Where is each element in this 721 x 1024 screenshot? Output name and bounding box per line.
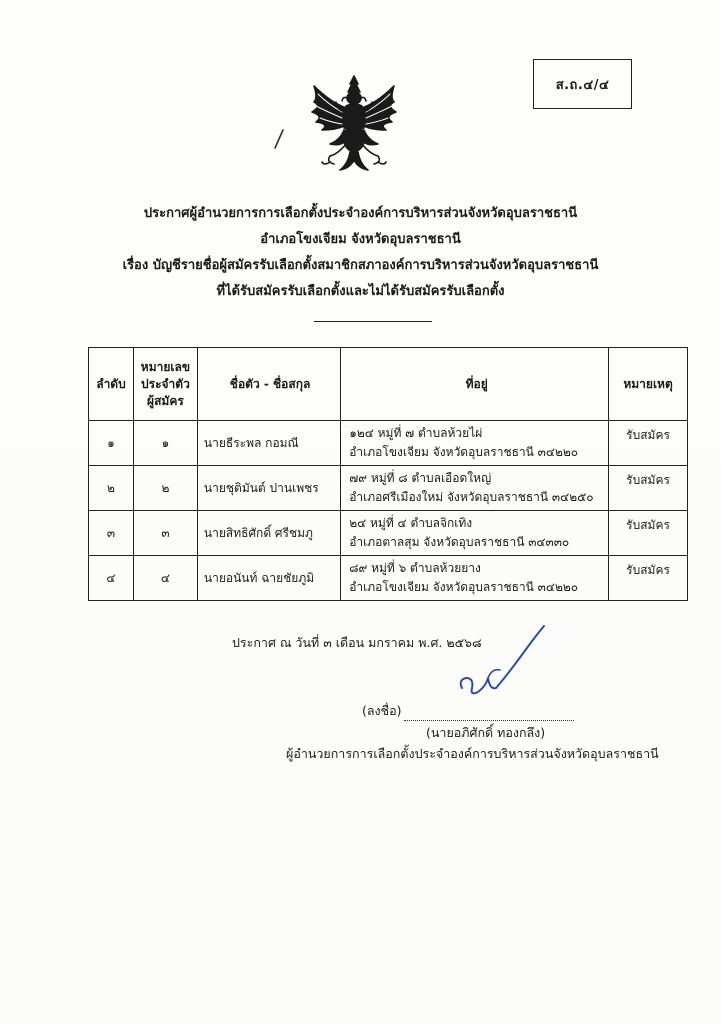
header-candidate-no-line-1: หมายเลข [140,359,191,374]
row-name: นายสิทธิศักดิ์ ศรีชมภู [197,511,340,556]
row-address-line-1: ๑๒๔ หมู่ที่ ๗ ตำบลห้วยไผ่ [349,426,483,440]
row-address [341,511,609,556]
row-address-line-1: ๘๙ หมู่ที่ ๖ ตำบลห้วยยาง [349,561,481,575]
row-no: ๔ [89,556,134,601]
table-row [89,466,688,511]
row-address-line-2: อำเภอโขงเจียม จังหวัดอุบลราชธานี ๓๔๒๒๐ [349,580,579,594]
row-note: รับสมัคร [609,466,688,511]
row-candidate-no: ๓ [133,511,197,556]
row-no: ๒ [89,466,134,511]
table-row [89,556,688,601]
row-candidate-no: ๒ [133,466,197,511]
row-candidate-no: ๑ [133,421,197,466]
signature-dotted-line [404,708,574,721]
row-address-line-1: ๒๔ หมู่ที่ ๔ ตำบลจิกเทิง [349,516,473,530]
row-address [341,421,609,466]
table-header-row [89,348,688,421]
signer-title: ผู้อำนวยการการเลือกตั้งประจำองค์การบริหารส่วนจังหวัดอุบลราชธานี [286,746,659,761]
heading-divider [314,321,432,322]
row-name: นายธีระพล กอมณี [197,421,340,466]
garuda-emblem-icon [300,72,408,180]
header-candidate-no [133,348,197,421]
signature-line [362,701,574,721]
row-note: รับสมัคร [609,511,688,556]
row-address-line-2: อำเภอโขงเจียม จังหวัดอุบลราชธานี ๓๔๒๒๐ [349,445,579,459]
row-address [341,466,609,511]
signature-label: (ลงชื่อ) [362,703,402,718]
pen-mark [272,128,286,150]
row-name: นายอนันท์ ฉายชัยภูมิ [197,556,340,601]
row-name: นายชุติมันต์ ปานเพชร [197,466,340,511]
form-code-box: ส.ถ.๔/๔ [533,59,632,109]
header-no: ลำดับ [89,348,134,421]
row-address-line-2: อำเภอศรีเมืองใหม่ จังหวัดอุบลราชธานี ๓๔๒๕๐ [349,490,594,504]
signer-name: (นายอภิศักดิ์ ทองกลึง) [426,725,546,740]
row-no: ๓ [89,511,134,556]
heading-line-1: ประกาศผู้อำนวยการการเลือกตั้งประจำองค์การบริหารส่วนจังหวัดอุบลราชธานี [143,206,578,221]
announcement-date: ประกาศ ณ วันที่ ๓ เดือน มกราคม พ.ศ. ๒๕๖๘ [232,635,482,650]
table-row [89,511,688,556]
heading-line-3: เรื่อง บัญชีรายชื่อผู้สมัครรับเลือกตั้งสมาชิกสภาองค์การบริหารส่วนจังหวัดอุบลราชธานี [122,258,599,273]
header-candidate-no-line-2: ประจำตัว [141,376,190,391]
row-address-line-1: ๗๙ หมู่ที่ ๘ ตำบลเอือดใหญ่ [349,471,492,485]
header-note: หมายเหตุ [609,348,688,421]
heading-line-2: อำเภอโขงเจียม จังหวัดอุบลราชธานี [260,232,461,247]
row-note: รับสมัคร [609,421,688,466]
heading-line-4: ที่ได้รับสมัครรับเลือกตั้งและไม่ได้รับสมัครรับเลือกตั้ง [216,284,505,299]
row-candidate-no: ๔ [133,556,197,601]
row-address [341,556,609,601]
header-name: ชื่อตัว - ชื่อสกุล [197,348,340,421]
row-note: รับสมัคร [609,556,688,601]
table-row [89,421,688,466]
row-address-line-2: อำเภอตาลสุม จังหวัดอุบลราชธานี ๓๔๓๓๐ [349,535,570,549]
row-no: ๑ [89,421,134,466]
candidates-table [88,347,688,601]
header-candidate-no-line-3: ผู้สมัคร [147,393,184,408]
header-address: ที่อยู่ [341,348,609,421]
handwritten-signature [448,618,548,704]
